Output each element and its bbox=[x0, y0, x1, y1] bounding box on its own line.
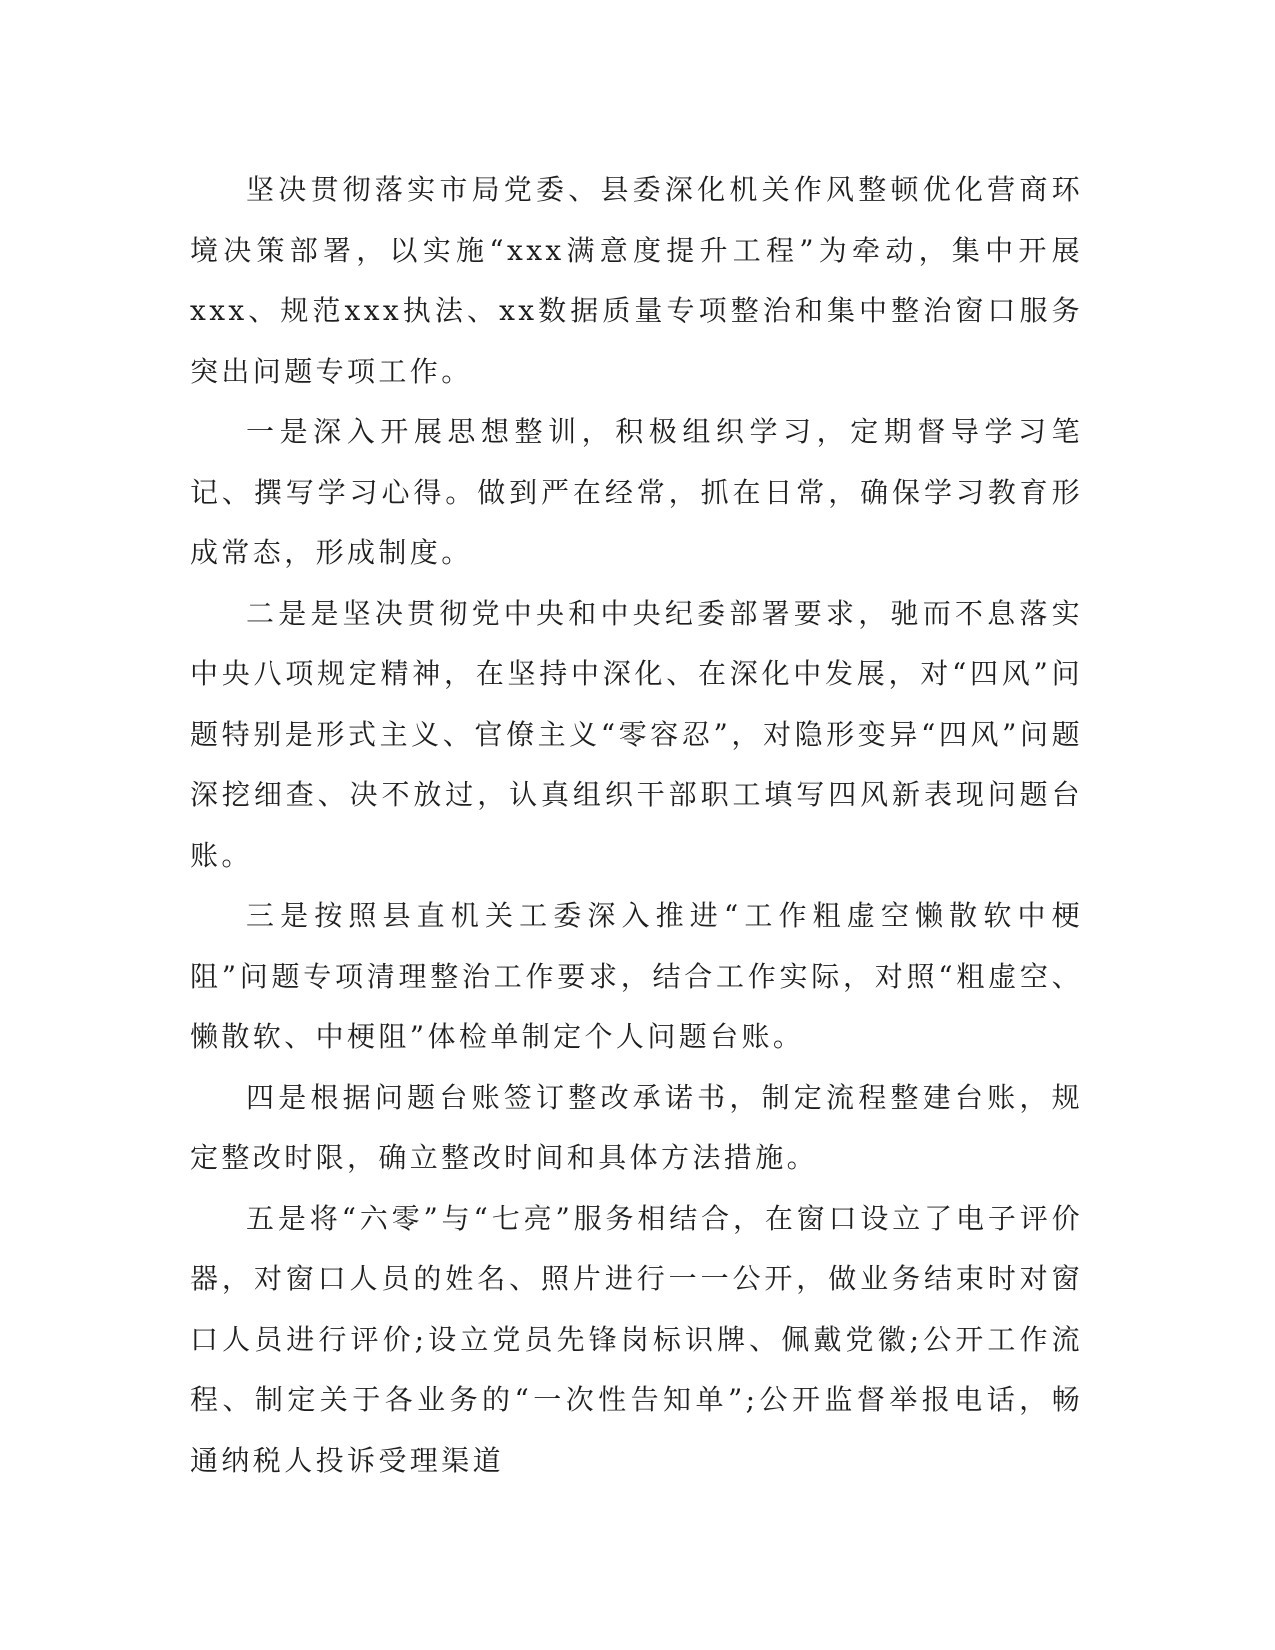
document-body bbox=[190, 160, 1083, 1491]
paragraph-item-5: 五是将“六零”与“七亮”服务相结合，在窗口设立了电子评价器，对窗口人员的姓名、照片进行一一公开，做业务结束时对窗口人员进行评价;设立党员先锋岗标识牌、佩戴党徽;公开工作流程、制定关于各业务的“一次性告知单”;公开监督举报电话，畅通纳税人投诉受理渠道 bbox=[190, 1201, 1083, 1477]
paragraph-item-4: 四是根据问题台账签订整改承诺书，制定流程整建台账，规定整改时限，确立整改时间和具体方法措施。 bbox=[190, 1080, 1083, 1174]
paragraph-item-2: 二是是坚决贯彻党中央和中央纪委部署要求，驰而不息落实中央八项规定精神，在坚持中深化、在深化中发展，对“四风”问题特别是形式主义、官僚主义“零容忍”，对隐形变异“四风”问题深挖细查、决不放过，认真组织干部职工填写四风新表现问题台账。 bbox=[190, 596, 1083, 872]
paragraph-item-1: 一是深入开展思想整训，积极组织学习，定期督导学习笔记、撰写学习心得。做到严在经常，抓在日常，确保学习教育形成常态，形成制度。 bbox=[190, 415, 1083, 569]
paragraph-intro: 坚决贯彻落实市局党委、县委深化机关作风整顿优化营商环境决策部署，以实施“xxx满意度提升工程”为牵动，集中开展xxx、规范xxx执法、xx数据质量专项整治和集中整治窗口服务突出问题专项工作。 bbox=[190, 173, 1083, 388]
paragraph-item-3: 三是按照县直机关工委深入推进“工作粗虚空懒散软中梗阻”问题专项清理整治工作要求，结合工作实际，对照“粗虚空、懒散软、中梗阻”体检单制定个人问题台账。 bbox=[190, 899, 1083, 1053]
